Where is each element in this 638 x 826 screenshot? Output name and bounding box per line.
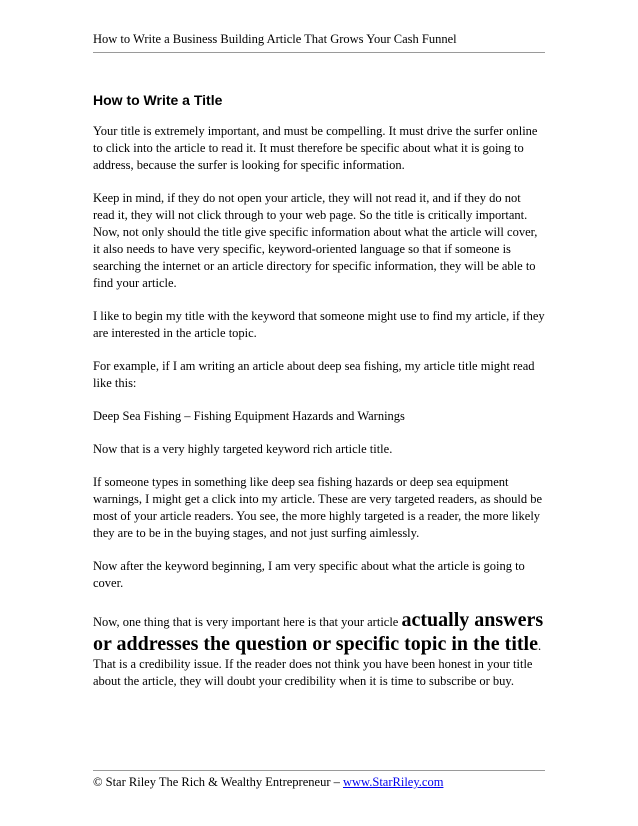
- emphasis-lead: Now, one thing that is very important here is that your article: [93, 615, 402, 629]
- emphasis-big-text: actually answers or addresses the question or specific topic in the title: [93, 609, 544, 655]
- article-body: [93, 91, 545, 706]
- paragraph-1: Your title is extremely important, and must be compelling. It must drive the surfer online to click into the article to read it. It must therefore be specific about what it is going to address, because the surfer is looking for specific information.: [93, 124, 538, 172]
- running-footer: [93, 774, 545, 790]
- emphasis-paragraph: [93, 608, 545, 656]
- closing-paragraph: That is a credibility issue. If the reader does not think you have been honest in your title about the article, they will doubt your credibility when it is time to subscribe or buy.: [93, 657, 533, 688]
- paragraph-2: Keep in mind, if they do not open your article, they will not read it, and if they do not read it, they will not click through to your web page. So the title is critically important. Now, not only should the title give specific information about what the article will cover, it also needs to have very specific, keyword-oriented language so that if someone is searching the internet or an article directory for specific information, they will be able to find your article.: [93, 191, 538, 290]
- footer-text: © Star Riley The Rich & Wealthy Entrepreneur –: [93, 775, 343, 789]
- footer-website-link[interactable]: www.StarRiley.com: [342, 775, 444, 789]
- paragraph-4: For example, if I am writing an article about deep sea fishing, my article title might read like this:: [93, 359, 535, 390]
- footer-divider: [93, 770, 545, 771]
- running-header: How to Write a Business Building Article That Grows Your Cash Funnel: [93, 32, 457, 46]
- paragraph-8: Now after the keyword beginning, I am very specific about what the article is going to cover.: [93, 559, 525, 590]
- header-divider: [93, 52, 545, 53]
- emphasis-tail: .: [537, 639, 542, 653]
- section-heading: How to Write a Title: [93, 92, 223, 108]
- paragraph-6: Now that is a very highly targeted keyword rich article title.: [93, 442, 393, 456]
- paragraph-3: I like to begin my title with the keyword that someone might use to find my article, if they are interested in the article topic.: [93, 309, 545, 340]
- example-title: Deep Sea Fishing – Fishing Equipment Hazards and Warnings: [93, 409, 405, 423]
- paragraph-7: If someone types in something like deep sea fishing hazards or deep sea equipment warnings, I might get a click into my article. These are very targeted readers, as should be most of your article readers. You see, the more highly targeted is a reader, the more likely they are to be in the buying stages, and not just surfing aimlessly.: [93, 475, 543, 540]
